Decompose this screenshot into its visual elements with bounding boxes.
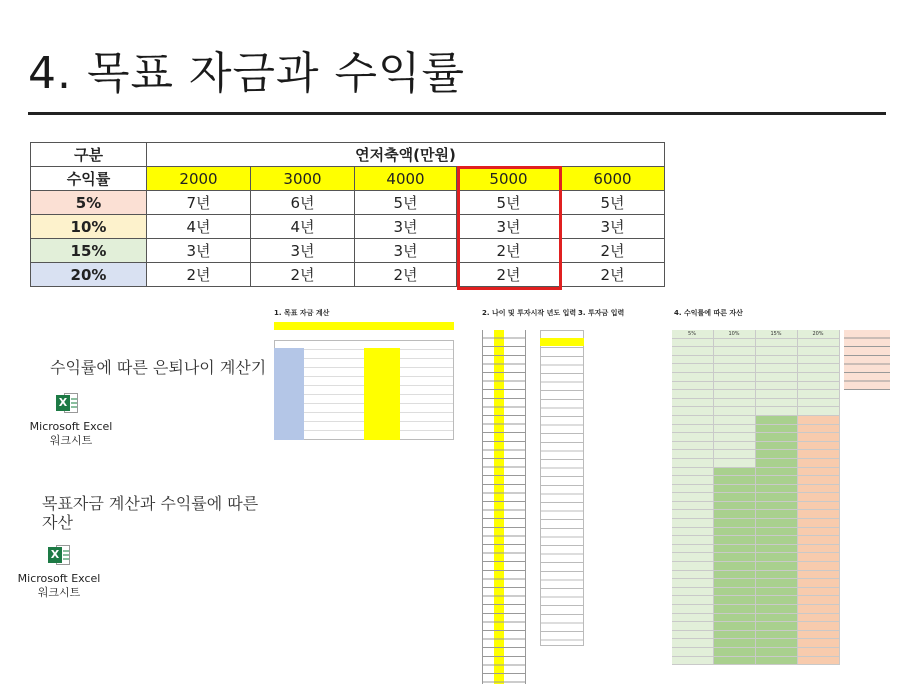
sheet4-cell bbox=[798, 356, 840, 364]
sheet4-cell bbox=[714, 562, 756, 570]
sheet4-cell bbox=[714, 476, 756, 484]
sheet4-cell bbox=[672, 485, 714, 493]
sheet4-cell bbox=[756, 347, 798, 355]
sheet4-cell bbox=[672, 356, 714, 364]
sheet4-cell bbox=[672, 476, 714, 484]
sheet4-cell bbox=[714, 648, 756, 656]
sheet4-row bbox=[672, 373, 840, 382]
sheet4-cell bbox=[756, 614, 798, 622]
sheet4-cell bbox=[714, 459, 756, 467]
sheet4-cell bbox=[672, 493, 714, 501]
sheet4-cell bbox=[756, 390, 798, 398]
sheet4-row bbox=[672, 571, 840, 580]
table-header-row bbox=[31, 143, 665, 167]
sheet4-cell bbox=[756, 468, 798, 476]
sheet4-cell bbox=[714, 588, 756, 596]
sheet4-cell bbox=[672, 622, 714, 630]
sheet4-cell bbox=[798, 459, 840, 467]
sheet4-cell bbox=[714, 485, 756, 493]
header-annual-savings: 연저축액(만원) bbox=[147, 143, 665, 167]
amount-cell: 4000 bbox=[355, 167, 457, 191]
sheet4-cell bbox=[798, 450, 840, 458]
sheet4-cell bbox=[714, 536, 756, 544]
sheet4-cell bbox=[714, 639, 756, 647]
sheet4-cell bbox=[756, 382, 798, 390]
retirement-calculator-label: 수익률에 따른 은퇴나이 계산기 bbox=[50, 358, 267, 377]
sheet4-cell bbox=[756, 407, 798, 415]
sheet4-row bbox=[672, 510, 840, 519]
sheet1-label-column bbox=[274, 348, 304, 440]
sheet4-header-cell: 15% bbox=[756, 330, 798, 338]
sheet4-cell bbox=[714, 631, 756, 639]
sheet4-cell bbox=[756, 657, 798, 665]
sheet4-cell bbox=[672, 562, 714, 570]
sheet2-title: 2. 나이 및 투자시작 년도 입력 bbox=[482, 309, 577, 317]
sheet4-cell bbox=[756, 622, 798, 630]
sheet4-cell bbox=[756, 364, 798, 372]
header-category: 구분 bbox=[31, 143, 147, 167]
sheet4-row bbox=[672, 407, 840, 416]
sheet4-cell bbox=[798, 390, 840, 398]
sheet4-cell bbox=[798, 553, 840, 561]
amount-cell: 5000 bbox=[457, 167, 561, 191]
sheet4-cell bbox=[756, 605, 798, 613]
sheet4-cell bbox=[714, 339, 756, 347]
sheet4-row bbox=[672, 519, 840, 528]
sheet4-cell bbox=[756, 510, 798, 518]
sheet4-cell bbox=[714, 347, 756, 355]
table-amount-row bbox=[31, 167, 665, 191]
sheet4-cell bbox=[672, 339, 714, 347]
sheet4-cell bbox=[714, 579, 756, 587]
years-cell: 5년 bbox=[561, 191, 665, 215]
sheet4-cell bbox=[798, 596, 840, 604]
sheet3-title: 3. 투자금 입력 bbox=[578, 309, 625, 317]
title-underline bbox=[28, 112, 886, 115]
sheet4-cell bbox=[714, 510, 756, 518]
sheet4-cell bbox=[798, 648, 840, 656]
sheet4-row bbox=[672, 416, 840, 425]
sheet4-cell bbox=[672, 347, 714, 355]
sheet4-cell bbox=[756, 528, 798, 536]
sheet4-row bbox=[672, 536, 840, 545]
excel-icon[interactable]: X bbox=[48, 545, 70, 565]
sheet4-row bbox=[672, 468, 840, 477]
excel-file-caption[interactable] bbox=[14, 572, 104, 600]
sheet4-cell bbox=[798, 476, 840, 484]
rate-cell: 15% bbox=[31, 239, 147, 263]
sheet4-cell bbox=[714, 519, 756, 527]
goal-rate-table bbox=[30, 142, 665, 287]
sheet4-cell bbox=[798, 433, 840, 441]
sheet4-cell bbox=[756, 485, 798, 493]
sheet4-cell bbox=[714, 502, 756, 510]
years-cell: 4년 bbox=[251, 215, 355, 239]
sheet4-row bbox=[672, 364, 840, 373]
sheet4-cell bbox=[714, 605, 756, 613]
years-cell: 2년 bbox=[457, 263, 561, 287]
sheet4-row bbox=[672, 485, 840, 494]
sheet4-row bbox=[672, 339, 840, 348]
sheet4-cell bbox=[672, 536, 714, 544]
sheet4-cell bbox=[672, 639, 714, 647]
sheet4-row bbox=[672, 476, 840, 485]
sheet4-row bbox=[672, 425, 840, 434]
sheet4-cell bbox=[756, 425, 798, 433]
sheet4-cell bbox=[798, 382, 840, 390]
sheet4-cell bbox=[672, 553, 714, 561]
sheet4-cell bbox=[714, 596, 756, 604]
sheet4-row bbox=[672, 622, 840, 631]
years-cell: 3년 bbox=[457, 215, 561, 239]
sheet4-row bbox=[672, 562, 840, 571]
sheet4-cell bbox=[798, 631, 840, 639]
sheet4-cell bbox=[798, 339, 840, 347]
sheet4-cell bbox=[672, 390, 714, 398]
sheet4-cell bbox=[756, 450, 798, 458]
sheet4-cell bbox=[672, 450, 714, 458]
slide-title: 4. 목표 자금과 수익률 bbox=[28, 48, 465, 99]
sheet4-cell bbox=[798, 399, 840, 407]
sheet4-cell bbox=[798, 364, 840, 372]
sheet4-cell bbox=[672, 468, 714, 476]
sheet4-cell bbox=[798, 510, 840, 518]
target-fund-label: 목표자금 계산과 수익률에 따른 자산 bbox=[42, 494, 259, 532]
years-cell: 2년 bbox=[147, 263, 251, 287]
sheet4-cell bbox=[714, 528, 756, 536]
sheet4-cell bbox=[756, 571, 798, 579]
sheet4-cell bbox=[672, 596, 714, 604]
sheet4-cell bbox=[756, 631, 798, 639]
sheet4-cell bbox=[798, 416, 840, 424]
sheet4-cell bbox=[798, 614, 840, 622]
sheet4-cell bbox=[672, 648, 714, 656]
sheet4-header-cell: 10% bbox=[714, 330, 756, 338]
sheet4-row bbox=[672, 579, 840, 588]
sheet4-cell bbox=[798, 468, 840, 476]
sheet4-cell bbox=[672, 545, 714, 553]
sheet4-cell bbox=[714, 382, 756, 390]
excel-file-caption[interactable] bbox=[28, 420, 114, 448]
sheet4-cell bbox=[756, 373, 798, 381]
sheet4-cell bbox=[798, 588, 840, 596]
sheet4-row bbox=[672, 356, 840, 365]
sheet4-header-cell: 5% bbox=[672, 330, 714, 338]
sheet4-cell bbox=[714, 373, 756, 381]
sheet4-cell bbox=[714, 442, 756, 450]
sheet4-cell bbox=[798, 502, 840, 510]
file-type-label: Microsoft Excel bbox=[17, 572, 101, 585]
years-cell: 2년 bbox=[457, 239, 561, 263]
sheet4-asset-grid bbox=[672, 330, 840, 665]
years-cell: 2년 bbox=[355, 263, 457, 287]
sheet4-cell bbox=[714, 622, 756, 630]
file-subtype-label: 워크시트 bbox=[49, 434, 93, 447]
sheet1-title: 1. 목표 자금 계산 bbox=[274, 309, 330, 317]
sheet4-cell bbox=[798, 347, 840, 355]
sheet4-cell bbox=[756, 536, 798, 544]
amount-cell: 6000 bbox=[561, 167, 665, 191]
sheet4-cell bbox=[672, 425, 714, 433]
file-subtype-label: 워크시트 bbox=[37, 586, 81, 599]
sheet4-cell bbox=[672, 614, 714, 622]
sheet4-cell bbox=[756, 356, 798, 364]
sheet4-cell bbox=[714, 614, 756, 622]
amount-cell: 2000 bbox=[147, 167, 251, 191]
sheet4-cell bbox=[798, 545, 840, 553]
sheet4-row bbox=[672, 528, 840, 537]
sheet4-row bbox=[672, 399, 840, 408]
table-row bbox=[31, 263, 665, 287]
sheet4-cell bbox=[672, 528, 714, 536]
sheet4-row bbox=[672, 614, 840, 623]
years-cell: 2년 bbox=[561, 239, 665, 263]
sheet4-cell bbox=[672, 579, 714, 587]
sheet4-cell bbox=[672, 519, 714, 527]
years-cell: 3년 bbox=[355, 215, 457, 239]
sheet4-header-row bbox=[672, 330, 840, 339]
years-cell: 7년 bbox=[147, 191, 251, 215]
sheet4-cell bbox=[798, 425, 840, 433]
sheet4-cell bbox=[672, 407, 714, 415]
sheet4-cell bbox=[756, 502, 798, 510]
sheet4-cell bbox=[798, 571, 840, 579]
table-row bbox=[31, 215, 665, 239]
sheet4-cell bbox=[714, 416, 756, 424]
sheet4-cell bbox=[714, 493, 756, 501]
sheet4-cell bbox=[756, 399, 798, 407]
sheet4-title: 4. 수익률에 따른 자산 bbox=[674, 309, 743, 317]
sheet4-cell bbox=[756, 562, 798, 570]
sheet4-cell bbox=[714, 399, 756, 407]
sheet4-cell bbox=[672, 442, 714, 450]
sheet4-row bbox=[672, 553, 840, 562]
sheet4-row bbox=[672, 588, 840, 597]
sheet4-row bbox=[672, 605, 840, 614]
sheet4-row bbox=[672, 442, 840, 451]
sheet4-cell bbox=[798, 442, 840, 450]
sheet4-row bbox=[672, 459, 840, 468]
sheet1-input-column bbox=[364, 348, 400, 440]
sheet2-age-column bbox=[494, 330, 504, 684]
sheet4-cell bbox=[672, 510, 714, 518]
sheet4-row bbox=[672, 596, 840, 605]
sheet4-cell bbox=[672, 373, 714, 381]
years-cell: 6년 bbox=[251, 191, 355, 215]
sheet4-cell bbox=[756, 588, 798, 596]
sheet4-cell bbox=[756, 519, 798, 527]
header-return-rate: 수익률 bbox=[31, 167, 147, 191]
sheet4-cell bbox=[798, 528, 840, 536]
sheet4-row bbox=[672, 657, 840, 666]
sheet4-cell bbox=[756, 553, 798, 561]
sheet4-cell bbox=[672, 605, 714, 613]
sheet4-row bbox=[672, 450, 840, 459]
sheet4-cell bbox=[672, 364, 714, 372]
sheet4-cell bbox=[756, 545, 798, 553]
years-cell: 2년 bbox=[251, 263, 355, 287]
sheet4-cell bbox=[756, 339, 798, 347]
sheet4-cell bbox=[756, 476, 798, 484]
rate-cell: 10% bbox=[31, 215, 147, 239]
sheet4-cell bbox=[714, 433, 756, 441]
sheet4-cell bbox=[714, 390, 756, 398]
sheet4-cell bbox=[798, 485, 840, 493]
sheet4-cell bbox=[714, 356, 756, 364]
sheet4-row bbox=[672, 390, 840, 399]
sheet4-cell bbox=[756, 433, 798, 441]
years-cell: 3년 bbox=[561, 215, 665, 239]
sheet4-cell bbox=[798, 536, 840, 544]
sheet4-cell bbox=[714, 571, 756, 579]
sheet4-row bbox=[672, 648, 840, 657]
sheet3-investment-column bbox=[540, 330, 584, 646]
sheet4-cell bbox=[672, 416, 714, 424]
sheet4-cell bbox=[672, 588, 714, 596]
sheet4-cell bbox=[756, 416, 798, 424]
years-cell: 4년 bbox=[147, 215, 251, 239]
sheet4-cell bbox=[756, 442, 798, 450]
sheet4-cell bbox=[672, 571, 714, 579]
sheet4-cell bbox=[672, 502, 714, 510]
sheet1-yellow-band bbox=[274, 322, 454, 330]
sheet4-cell bbox=[672, 657, 714, 665]
sheet4-cell bbox=[756, 459, 798, 467]
sheet4-cell bbox=[798, 657, 840, 665]
table-row bbox=[31, 239, 665, 263]
sheet4-cell bbox=[714, 545, 756, 553]
sheet4-cell bbox=[714, 407, 756, 415]
sheet4-cell bbox=[756, 648, 798, 656]
sheet4-row bbox=[672, 631, 840, 640]
sheet4-cell bbox=[756, 579, 798, 587]
rate-cell: 5% bbox=[31, 191, 147, 215]
years-cell: 3년 bbox=[147, 239, 251, 263]
years-cell: 2년 bbox=[561, 263, 665, 287]
years-cell: 3년 bbox=[251, 239, 355, 263]
sheet4-cell bbox=[714, 468, 756, 476]
sheet4-legend bbox=[844, 330, 890, 390]
sheet4-cell bbox=[798, 373, 840, 381]
sheet4-cell bbox=[672, 433, 714, 441]
sheet4-row bbox=[672, 433, 840, 442]
years-cell: 5년 bbox=[355, 191, 457, 215]
sheet4-row bbox=[672, 347, 840, 356]
sheet4-cell bbox=[798, 622, 840, 630]
sheet4-cell bbox=[756, 596, 798, 604]
sheet4-cell bbox=[798, 493, 840, 501]
sheet4-row bbox=[672, 639, 840, 648]
sheet4-cell bbox=[798, 605, 840, 613]
sheet4-cell bbox=[756, 493, 798, 501]
sheet4-cell bbox=[756, 639, 798, 647]
sheet2-year-column bbox=[482, 330, 526, 684]
sheet4-cell bbox=[798, 579, 840, 587]
sheet4-cell bbox=[798, 562, 840, 570]
sheet4-cell bbox=[798, 639, 840, 647]
amount-cell: 3000 bbox=[251, 167, 355, 191]
sheet4-cell bbox=[672, 459, 714, 467]
sheet4-cell bbox=[672, 631, 714, 639]
sheet4-row bbox=[672, 493, 840, 502]
embedded-spreadsheet-preview[interactable] bbox=[272, 300, 898, 684]
sheet4-cell bbox=[714, 425, 756, 433]
rate-cell: 20% bbox=[31, 263, 147, 287]
sheet3-input-cell bbox=[540, 338, 584, 346]
sheet4-row bbox=[672, 502, 840, 511]
years-cell: 3년 bbox=[355, 239, 457, 263]
table-row bbox=[31, 191, 665, 215]
years-cell: 5년 bbox=[457, 191, 561, 215]
file-type-label: Microsoft Excel bbox=[29, 420, 113, 433]
sheet4-cell bbox=[798, 407, 840, 415]
sheet4-cell bbox=[714, 657, 756, 665]
sheet4-row bbox=[672, 382, 840, 391]
sheet4-cell bbox=[714, 364, 756, 372]
sheet4-cell bbox=[714, 553, 756, 561]
sheet4-cell bbox=[672, 399, 714, 407]
sheet4-cell bbox=[714, 450, 756, 458]
excel-icon[interactable]: X bbox=[56, 393, 78, 413]
sheet4-cell bbox=[798, 519, 840, 527]
sheet4-header-cell: 20% bbox=[798, 330, 840, 338]
sheet4-row bbox=[672, 545, 840, 554]
sheet4-cell bbox=[672, 382, 714, 390]
